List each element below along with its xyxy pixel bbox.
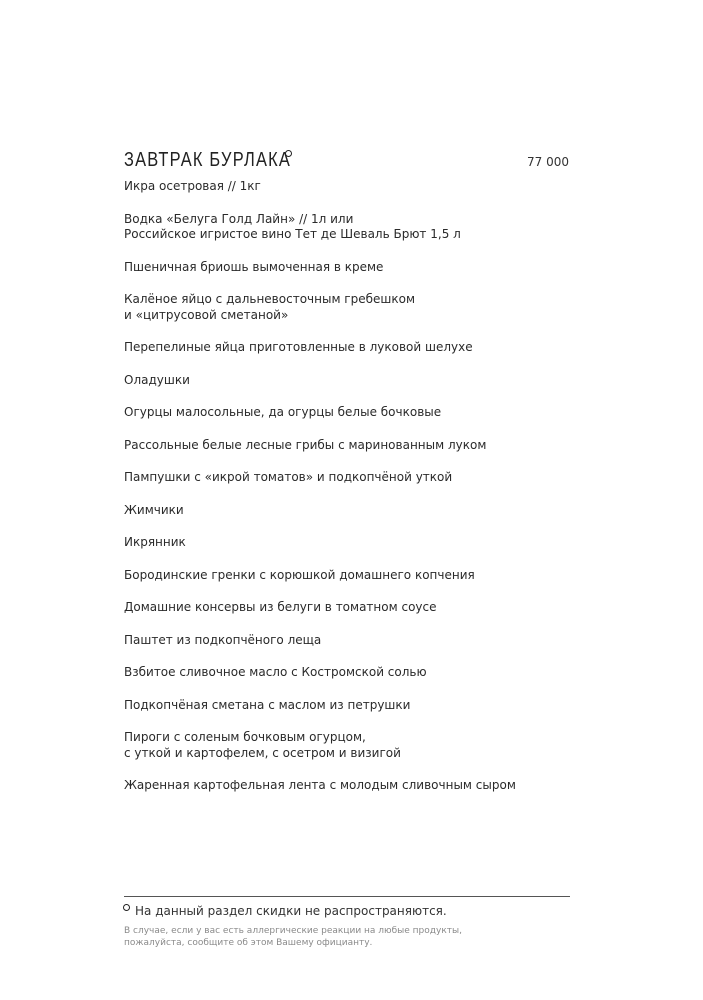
menu-section-header (124, 146, 328, 174)
menu-item: Паштет из подкопчёного леща (124, 632, 322, 647)
menu-item: Бородинские гренки с корюшкой домашнего копчения (124, 567, 475, 582)
menu-item: Жимчики (124, 502, 184, 517)
menu-item: Пироги с соленым бочковым огурцом, с уткой и картофелем, с осетром и визигой (124, 730, 401, 760)
no-discount-marker-icon (123, 904, 130, 911)
menu-item: Рассольные белые лесные грибы с маринованным луком (124, 437, 487, 452)
menu-item: Домашние консервы из белуги в томатном соусе (124, 600, 437, 614)
no-discount-marker-icon (285, 150, 292, 157)
footer-divider (124, 896, 570, 897)
menu-item: Подкопчёная сметана с маслом из петрушки (124, 697, 411, 712)
menu-item: Взбитое сливочное масло с Костромской солью (124, 665, 427, 679)
menu-item: Перепелиные яйца приготовленные в луковой шелухе (124, 340, 473, 354)
allergy-notice: В случае, если у вас есть аллергические реакции на любые продукты, пожалуйста, сообщите об этом Вашему официанту. (124, 926, 462, 948)
menu-item: Икрянник (124, 535, 186, 549)
menu-price: 77 000 (527, 155, 569, 169)
menu-item: Оладушки (124, 372, 190, 387)
menu-item: Огурцы малосольные, да огурцы белые бочковые (124, 405, 442, 419)
menu-item: Пшеничная бриошь вымоченная в креме (124, 259, 384, 274)
menu-title: ЗАВТРАК БУРЛАКА (124, 149, 292, 171)
menu-item: Жаренная картофельная лента с молодым сливочным сыром (124, 778, 516, 792)
menu-items-list (124, 179, 584, 811)
menu-item: Водка «Белуга Голд Лайн» // 1л или Российское игристое вино Тет де Шеваль Брют 1,5 л (124, 211, 461, 241)
menu-item: Пампушки с «икрой томатов» и подкопчёной уткой (124, 470, 453, 484)
menu-item: Икра осетровая // 1кг (124, 179, 261, 193)
discount-note: На данный раздел скидки не распространяются. (135, 904, 447, 918)
menu-item: Калёное яйцо с дальневосточным гребешком и «цитрусовой сметаной» (124, 292, 416, 322)
